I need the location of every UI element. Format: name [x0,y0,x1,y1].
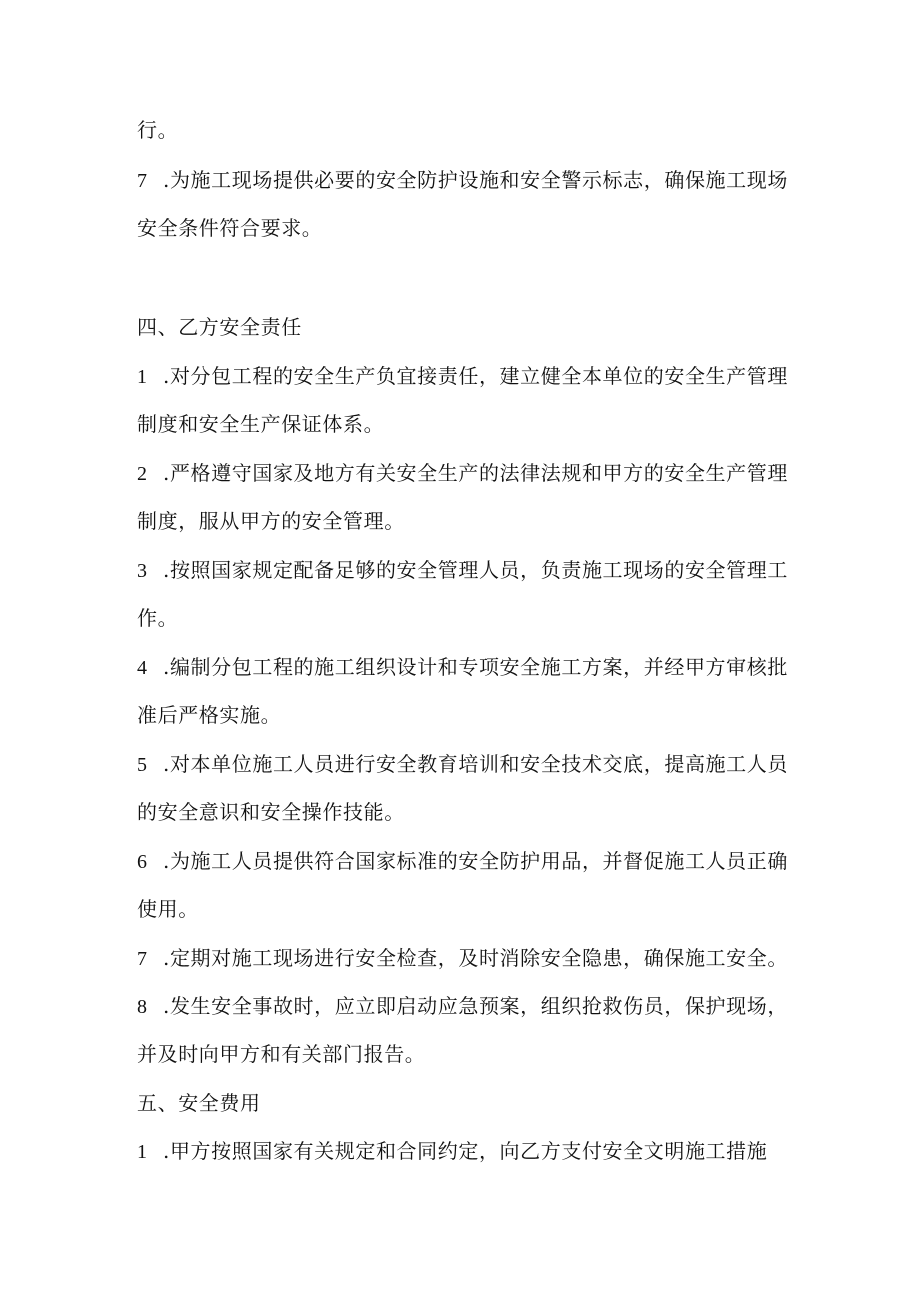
line-text: 行。 [137,118,179,142]
line-text: 制度，服从甲方的安全管理。 [137,509,405,533]
line-text: 使用。 [137,897,199,921]
line-text: 并及时向甲方和有关部门报告。 [137,1042,426,1066]
text-line [137,410,797,438]
line-text: 的安全意识和安全操作技能。 [137,800,405,824]
heading-text: 四、乙方安全责任 [137,315,302,339]
text-line [137,701,797,729]
heading-text: 五、安全费用 [137,1091,261,1115]
text-line [137,798,797,826]
text-line [137,214,797,242]
list-item-line [137,166,797,195]
line-text: .定期对施工现场进行安全检查，及时消除安全隐患，确保施工安全。 [163,946,788,970]
list-item-line [137,653,797,682]
line-text: .严格遵守国家及地方有关安全生产的法律法规和甲方的安全生产管理 [163,461,788,485]
line-text: .为施工人员提供符合国家标准的安全防护用品，并督促施工人员正确 [163,849,788,873]
text-line [137,1040,797,1068]
text-line [137,116,797,144]
list-item-line [137,1137,797,1166]
item-number: 6 [137,851,148,873]
item-number: 7 [137,948,148,970]
item-number: 7 [137,170,148,192]
list-item-line [137,944,797,973]
line-text: .对本单位施工人员进行安全教育培训和安全技术交底，提高施工人员 [163,752,788,776]
text-line [137,895,797,923]
item-number: 1 [137,366,148,388]
line-text: .编制分包工程的施工组织设计和专项安全施工方案，并经甲方审核批 [163,655,788,679]
item-number: 3 [137,560,148,582]
list-item-line [137,750,797,779]
line-text: 准后严格实施。 [137,703,282,727]
line-text: 制度和安全生产保证体系。 [137,412,385,436]
section-heading [137,313,797,341]
text-line [137,507,797,535]
item-number: 8 [137,996,148,1018]
list-item-line [137,362,797,391]
line-text: 作。 [137,606,179,630]
item-number: 4 [137,657,148,679]
item-number: 5 [137,754,148,776]
item-number: 1 [137,1141,148,1163]
line-text: .发生安全事故时，应立即启动应急预案，组织抢救伤员，保护现场， [163,994,788,1018]
list-item-line [137,847,797,876]
line-text: 安全条件符合要求。 [137,216,323,240]
line-text: .对分包工程的安全生产负宜接责任，建立健全本单位的安全生产管理 [163,364,788,388]
item-number: 2 [137,463,148,485]
section-heading [137,1089,797,1117]
list-item-line [137,992,797,1021]
list-item-line [137,556,797,585]
line-text: .甲方按照国家有关规定和合同约定，向乙方支付安全文明施工措施 [163,1139,768,1163]
text-line [137,604,797,632]
line-text: .为施工现场提供必要的安全防护设施和安全警示标志，确保施工现场 [163,168,788,192]
line-text: .按照国家规定配备足够的安全管理人员，负责施工现场的安全管理工 [163,558,788,582]
list-item-line [137,459,797,488]
